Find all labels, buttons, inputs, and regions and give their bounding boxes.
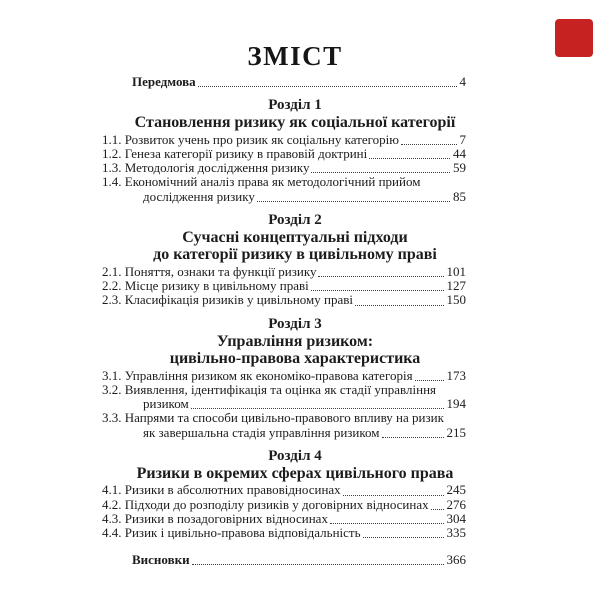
toc-entry-label: 3.1. Управління ризиком як економіко-правова категорія [102,367,413,383]
dot-leader [382,437,444,438]
dot-leader [198,86,457,87]
toc-entry-label: 2.2. Місце ризику в цивільному праві [102,278,309,294]
red-corner-badge [555,19,593,57]
dot-leader [330,523,444,524]
page-number: 59 [453,160,466,176]
toc-entry [102,498,466,512]
dot-leader [343,495,444,496]
toc-entry-label: 3.3. Напрями та способи цивільно-правового впливу на ризик [102,410,444,426]
page-number: 150 [446,292,466,308]
page-number: 85 [453,188,466,204]
page-number: 7 [459,131,466,147]
dot-leader [192,564,444,565]
toc-entry [102,293,466,307]
toc-section-2 [102,213,466,308]
page-number: 215 [446,424,466,440]
toc-entry-label: 4.2. Підходи до розподілу ризиків у договірних відносинах [102,496,429,512]
chapter-number: Розділ 3 [268,315,322,332]
toc-entry [102,526,466,540]
toc-entry-label: 1.4. Економічний аналіз права як методологічний прийом [102,174,421,190]
toc-entry [102,133,466,147]
toc-entry [102,483,466,497]
toc-entry-label: 2.1. Поняття, ознаки та функції ризику [102,264,317,279]
page-number: 127 [446,278,466,294]
dot-leader [431,509,444,510]
page-number: 101 [446,264,466,279]
dot-leader [318,276,443,277]
toc-entry-label: 4.1. Ризики в абсолютних правовідносинах [102,482,341,498]
toc-entry-foreword [132,75,466,89]
chapter-title-line2: до категорії ризику в цивільному праві [153,246,437,264]
toc-entry-label: 1.3. Методологія дослідження ризику [102,160,310,176]
toc-entry-label-continuation: дослідження ризику [143,188,255,204]
toc-entry [102,175,466,203]
page-number: 276 [446,496,466,512]
page-number: 4 [459,74,466,89]
dot-leader [257,201,450,202]
chapter-title: Ризики в окремих сферах цивільного права [136,464,454,482]
chapter-title-line2: цивільно-правова характеристика [169,350,421,368]
toc-entry [102,369,466,383]
chapter-number: Розділ 2 [268,211,322,228]
page-number: 245 [446,482,466,498]
dot-leader [369,158,450,159]
chapter-title: Управління ризиком: [216,332,374,350]
toc-section-3 [102,317,466,440]
chapter-number: Розділ 1 [268,97,322,114]
toc-entry-label: 1.2. Генеза категорії ризику в правовій доктрині [102,146,368,161]
toc-entry [102,279,466,293]
dot-leader [355,305,444,306]
toc-entry [102,411,466,439]
toc-entry [102,512,466,526]
toc-entry [102,161,466,175]
page-number: 44 [453,146,466,161]
dot-leader [363,537,444,538]
toc-entry-label: Висновки [132,552,190,568]
toc-entry [102,265,466,279]
toc-entry-label: 1.1. Розвиток учень про ризик як соціальну категорію [102,131,399,147]
toc-content [102,40,466,567]
toc-entry-label: 4.3. Ризики в позадоговірних відносинах [102,510,328,526]
toc-entry-label-continuation: ризиком [143,396,189,412]
toc-entry [102,147,466,161]
dot-leader [311,290,444,291]
toc-entry-conclusions [132,553,466,567]
toc-entry-label-continuation: як завершальна стадія управління ризиком [143,424,380,440]
toc-section-4 [102,449,466,540]
dot-leader [401,144,457,145]
page-number: 304 [446,510,466,526]
page-title: ЗМІСТ [247,41,343,71]
page-number: 335 [446,525,466,541]
dot-leader [415,380,444,381]
toc-entry [102,383,466,411]
dot-leader [191,408,444,409]
page-number: 366 [446,552,466,568]
toc-section-1 [102,98,466,204]
chapter-title: Становлення ризику як соціальної категорії [134,114,456,132]
page-number: 194 [446,396,466,412]
toc-entry-label: 2.3. Класифікація ризиків у цивільному праві [102,292,353,308]
chapter-title: Сучасні концептуальні підходи [182,228,408,246]
dot-leader [311,172,450,173]
page-number: 173 [446,367,466,383]
toc-entry-label: Передмова [132,74,196,89]
toc-entry-label: 3.2. Виявлення, ідентифікація та оцінка як стадії управління [102,382,437,397]
chapter-number: Розділ 4 [268,447,322,464]
toc-entry-label: 4.4. Ризик і цивільно-правова відповідальність [102,525,361,541]
